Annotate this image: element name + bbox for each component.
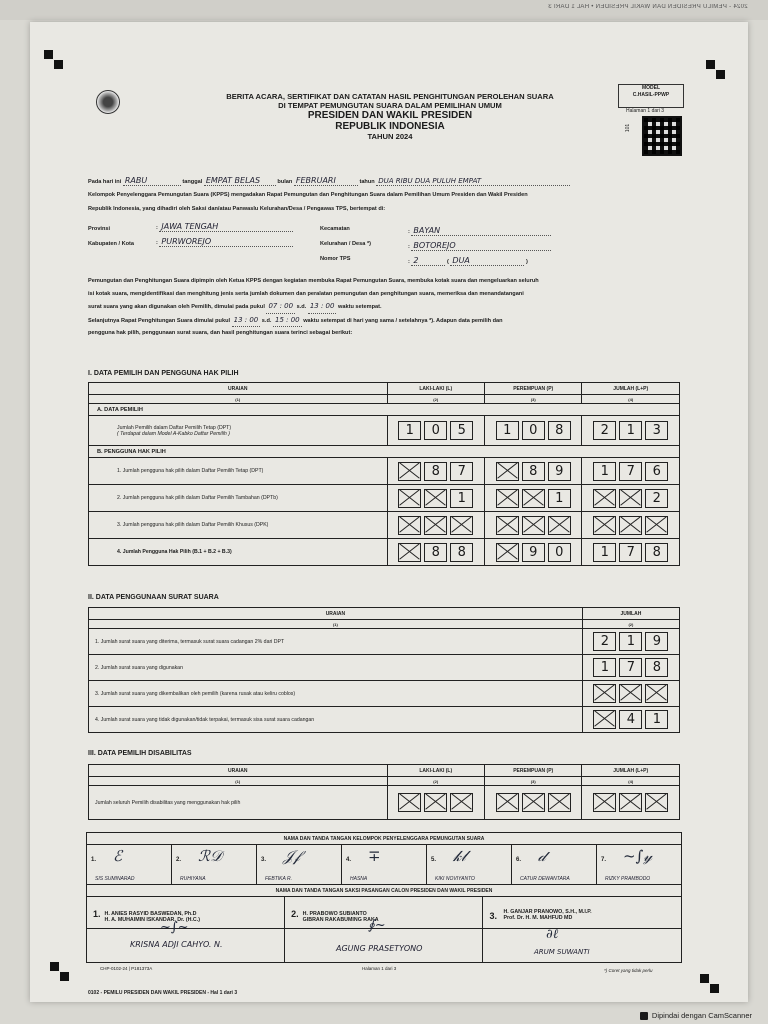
kel-label: Kelurahan / Desa *) xyxy=(320,241,371,247)
day-value: RABU xyxy=(123,176,181,186)
kpps-signature-scribble: ℰ xyxy=(113,847,123,865)
count-end: 15 : 00 xyxy=(273,314,302,328)
saksi-1-signer: KRISNA ADJI CAHYO. N. xyxy=(130,940,223,949)
kpps-number: 7. xyxy=(601,857,607,863)
kpps-member-name: RIZKY PRAMBODO xyxy=(605,876,651,882)
header-line5: TAHUN 2024 xyxy=(367,132,413,141)
ballot-row2-label: 2. Jumlah surat suara yang digunakan xyxy=(89,655,583,681)
ballot-row1-value xyxy=(582,629,679,655)
model-label: MODEL xyxy=(641,85,661,91)
qr-code-icon xyxy=(642,116,682,156)
tps-label: Nomor TPS xyxy=(320,256,351,262)
b4-total xyxy=(582,539,680,566)
saksi-1-scribble: ~∫~ xyxy=(160,920,189,935)
ballot-digit-box xyxy=(619,684,642,703)
b3-digit-box xyxy=(645,516,668,535)
kpps-number: 5. xyxy=(431,857,437,863)
disability-digit-box xyxy=(398,793,421,812)
ballot-digit-box xyxy=(593,684,616,703)
col-uraian: URAIAN xyxy=(89,765,388,777)
b2-digit-box: 2 xyxy=(645,489,668,508)
model-code: C.HASIL-PPWP xyxy=(632,92,670,98)
row-dpt-label xyxy=(89,416,388,446)
dpt-total xyxy=(582,416,680,446)
saksi-3-signature xyxy=(483,929,682,963)
disability-digit-box xyxy=(496,793,519,812)
kpps-signature-scribble: ℛ𝒟 xyxy=(198,847,222,865)
col-num: (1) xyxy=(89,777,388,786)
col-total: JUMLAH (L+P) xyxy=(582,383,680,395)
b2-female xyxy=(484,485,581,512)
ballot-digit-box: 2 xyxy=(593,632,616,651)
kpps-sig-5 xyxy=(427,845,512,885)
kpps-signature-scribble: 𝒥𝒻 xyxy=(283,847,301,865)
tps-value: 2 xyxy=(411,256,445,266)
b3-digit-box xyxy=(522,516,545,535)
saksi-3-scribble: ∂ℓ xyxy=(546,927,559,942)
ballot-row2-value xyxy=(582,655,679,681)
sheet-indicator: Halaman 1 dari 3 xyxy=(626,108,665,114)
section2-title: II. DATA PENGGUNAAN SURAT SUARA xyxy=(88,594,219,601)
b1-male xyxy=(387,458,484,485)
intro-text: tahun xyxy=(359,179,375,185)
b2-digit-box xyxy=(424,489,447,508)
b2-digit-box: 1 xyxy=(548,489,571,508)
saksi-1-l2: H. A. MUHAIMIN ISKANDAR, Dr. (H.C.) xyxy=(104,916,200,923)
disability-male xyxy=(387,786,484,820)
b4-digit-box xyxy=(496,543,519,562)
saksi-1-l1: H. ANIES RASYID BASWEDAN, Ph.D xyxy=(104,910,197,917)
col-female: PEREMPUAN (P) xyxy=(484,765,581,777)
ballot-digit-box xyxy=(593,710,616,729)
dpt-label: Jumlah Pemilih dalam Daftar Pemilih Tetap (DPT) xyxy=(117,424,232,431)
kpps-signature-table xyxy=(86,832,682,885)
prov-field: : JAWA TENGAH xyxy=(156,222,293,232)
b2-digit-box xyxy=(398,489,421,508)
year-value: DUA RIBU DUA PULUH EMPAT xyxy=(376,177,570,186)
kpps-sig-4 xyxy=(342,845,427,885)
dpt-digit-box: 8 xyxy=(548,421,571,440)
b1-digit-box: 7 xyxy=(450,462,473,481)
kpps-number: 6. xyxy=(516,857,522,863)
kpps-sig-1 xyxy=(87,845,172,885)
row-b2-label: 2. Jumlah pengguna hak pilih dalam Daftar Pemilih Tambahan (DPTb) xyxy=(89,485,388,512)
kpps-title: NAMA DAN TANDA TANGAN KELOMPOK PENYELENGGARA PEMUNGUTAN SUARA xyxy=(87,833,682,845)
kab-value: PURWOREJO xyxy=(159,237,293,247)
disability-digit-box xyxy=(522,793,545,812)
voter-data-table xyxy=(88,382,680,566)
ballot-digit-box: 7 xyxy=(619,658,642,677)
b4-digit-box: 8 xyxy=(645,543,668,562)
kec-value: BAYAN xyxy=(411,226,551,236)
saksi-num: 3. xyxy=(489,910,497,921)
saksi-3-names xyxy=(483,897,682,929)
dpt-female xyxy=(484,416,581,446)
b4-digit-box: 8 xyxy=(424,543,447,562)
col-male: LAKI-LAKI (L) xyxy=(387,383,484,395)
b4-digit-box: 0 xyxy=(548,543,571,562)
ballot-digit-box: 4 xyxy=(619,710,642,729)
dpt-digit-box: 3 xyxy=(645,421,668,440)
saksi-2-l1: H. PRABOWO SUBIANTO xyxy=(302,910,367,917)
kpu-logo xyxy=(96,90,120,114)
disability-row-label: Jumlah seluruh Pemilih disabilitas yang menggunakan hak pilih xyxy=(89,786,388,820)
camscanner-icon xyxy=(640,1012,648,1020)
b1-digit-box: 7 xyxy=(619,462,642,481)
saksi-title: NAMA DAN TANDA TANGAN SAKSI PASANGAN CALON PRESIDEN DAN WAKIL PRESIDEN xyxy=(87,885,682,897)
b3-digit-box xyxy=(424,516,447,535)
b1-digit-box: 8 xyxy=(522,462,545,481)
col-num: (1) xyxy=(89,620,583,629)
disability-digit-box xyxy=(424,793,447,812)
row-b4-label: 4. Jumlah Pengguna Hak Pilih (B.1 + B.2 + B.3) xyxy=(89,539,388,566)
ballot-digit-box: 1 xyxy=(645,710,668,729)
ballot-digit-box xyxy=(645,684,668,703)
ballot-usage-table xyxy=(88,607,680,733)
registration-mark-tr2 xyxy=(716,70,725,79)
dpt-digit-box: 1 xyxy=(619,421,642,440)
kpps-signature-scribble: ~∫𝓎 xyxy=(623,847,653,865)
intro-text: tanggal xyxy=(182,179,203,185)
saksi-2-signer: AGUNG PRASETYONO xyxy=(336,944,423,953)
ballot-digit-box: 1 xyxy=(619,632,642,651)
b2-digit-box: 1 xyxy=(450,489,473,508)
col-num: (2) xyxy=(387,395,484,404)
header-line4: REPUBLIK INDONESIA xyxy=(335,121,445,132)
kpps-sig-3 xyxy=(257,845,342,885)
kpps-number: 4. xyxy=(346,857,352,863)
para-text: Selanjutnya Rapat Penghitungan Suara dimulai pukul xyxy=(88,317,231,324)
kpps-sig-2 xyxy=(172,845,257,885)
kpps-signature-scribble: 𝓀𝓁 xyxy=(453,847,467,865)
col-num: (3) xyxy=(484,395,581,404)
col-num: (4) xyxy=(582,777,680,786)
saksi-num: 2. xyxy=(291,908,299,919)
ballot-row1-label: 1. Jumlah surat suara yang diterima, termasuk surat suara cadangan 2% dari DPT xyxy=(89,629,583,655)
dpt-male xyxy=(387,416,484,446)
saksi-num: 1. xyxy=(93,908,101,919)
para-text: surat suara yang akan digunakan oleh Pemilih, dimulai pada pukul xyxy=(88,304,265,310)
col-uraian: URAIAN xyxy=(89,383,388,395)
disability-total xyxy=(582,786,680,820)
disability-digit-box xyxy=(619,793,642,812)
b2-digit-box xyxy=(522,489,545,508)
disability-digit-box xyxy=(548,793,571,812)
b4-digit-box: 8 xyxy=(450,543,473,562)
para-line2: isi kotak suara, mengidentifikasi dan menghitung jenis serta jumlah dokumen dan peralatan pemungutan dan penghitungan suara, memeriksa dan menandatangani xyxy=(88,290,524,297)
para-text: waktu setempat di hari yang sama / setelahnya *). Adapun data pemilih dan xyxy=(303,317,503,324)
tps-field: : 2 ( DUA ) xyxy=(408,256,528,265)
section3-title: III. DATA PEMILIH DISABILITAS xyxy=(88,750,192,757)
kpps-sig-6 xyxy=(512,845,597,885)
kpps-sig-7 xyxy=(597,845,682,885)
count-start: 13 : 00 xyxy=(232,314,261,328)
saksi-2-l2: GIBRAN RAKABUMING RAKA xyxy=(302,916,379,923)
kpps-signature-scribble: 𝒹 xyxy=(538,847,546,865)
b1-digit-box xyxy=(398,462,421,481)
kpps-number: 1. xyxy=(91,857,97,863)
b3-digit-box xyxy=(398,516,421,535)
prov-value: JAWA TENGAH xyxy=(159,222,293,232)
col-female: PEREMPUAN (P) xyxy=(484,383,581,395)
intro-line3: Republik Indonesia, yang dihadiri oleh Saksi dan/atau Panwaslu Kelurahan/Desa / Pengawas TPS, bertempat di: xyxy=(88,206,386,212)
registration-mark-br2 xyxy=(710,984,719,993)
b2-male xyxy=(387,485,484,512)
para-text: waktu setempat. xyxy=(338,304,382,310)
registration-mark-br xyxy=(700,974,709,983)
form-header xyxy=(180,92,600,141)
kec-field: : BAYAN xyxy=(408,226,551,236)
dpt-digit-box: 2 xyxy=(593,421,616,440)
b4-digit-box: 7 xyxy=(619,543,642,562)
footer-code: CHP-0102-24 | P181373A xyxy=(100,966,153,971)
col-num: (3) xyxy=(484,777,581,786)
row-b1-label: 1. Jumlah pengguna hak pilih dalam Daftar Pemilih Tetap (DPT) xyxy=(89,458,388,485)
b1-digit-box xyxy=(496,462,519,481)
b3-digit-box xyxy=(548,516,571,535)
ballot-row4-label: 4. Jumlah surat suara yang tidak digunakan/tidak terpakai, termasuk sisa surat suara cadangan xyxy=(89,707,583,733)
intro-paragraph xyxy=(88,275,684,340)
b3-male xyxy=(387,512,484,539)
b3-total xyxy=(582,512,680,539)
b1-digit-box: 8 xyxy=(424,462,447,481)
col-total: JUMLAH xyxy=(582,608,679,620)
header-line1: BERITA ACARA, SERTIFIKAT DAN CATATAN HASIL PENGHITUNGAN PEROLEHAN SUARA xyxy=(226,92,554,101)
disability-digit-box xyxy=(450,793,473,812)
registration-mark-bl xyxy=(50,962,59,971)
b4-digit-box: 1 xyxy=(593,543,616,562)
prov-label: Provinsi xyxy=(88,226,111,232)
disability-digit-box xyxy=(645,793,668,812)
ballot-digit-box: 8 xyxy=(645,658,668,677)
b2-digit-box xyxy=(496,489,519,508)
intro-line1 xyxy=(88,176,570,186)
row-b3-label: 3. Jumlah pengguna hak pilih dalam Daftar Pemilih Khusus (DPK) xyxy=(89,512,388,539)
dpt-digit-box: 1 xyxy=(496,421,519,440)
kab-label: Kabupaten / Kota xyxy=(88,241,134,247)
registration-mark-tl xyxy=(44,50,53,59)
registration-mark-tl2 xyxy=(54,60,63,69)
intro-text: Pada hari ini xyxy=(88,179,122,185)
b4-digit-box: 9 xyxy=(522,543,545,562)
kpps-member-name: HASNA xyxy=(350,876,368,882)
dpt-digit-box: 0 xyxy=(522,421,545,440)
month-value: FEBRUARI xyxy=(294,176,358,186)
subsection-b: B. PENGGUNA HAK PILIH xyxy=(89,446,680,458)
section1-title: I. DATA PEMILIH DAN PENGGUNA HAK PILIH xyxy=(88,370,239,377)
kpps-signature-scribble: ∓ xyxy=(368,847,381,865)
ballot-digit-box: 1 xyxy=(593,658,616,677)
ballot-row3-value xyxy=(582,681,679,707)
kpps-number: 3. xyxy=(261,857,267,863)
time-end: 13 : 00 xyxy=(308,300,337,314)
date-value: EMPAT BELAS xyxy=(204,176,276,186)
para-line4 xyxy=(88,314,684,328)
registration-mark-tr xyxy=(706,60,715,69)
b3-digit-box xyxy=(450,516,473,535)
b4-male xyxy=(387,539,484,566)
top-strip xyxy=(0,0,768,20)
kel-value: BOTOREJO xyxy=(411,241,551,251)
para-line5: pengguna hak pilih, penggunaan surat suara, dan hasil penghitungan suara terinci sebagai berikut: xyxy=(88,330,353,336)
footer-note: *) Coret yang tidak perlu xyxy=(604,968,653,973)
qr-number: 101 xyxy=(625,123,632,133)
ballot-row3-label: 3. Jumlah surat suara yang dikembalikan oleh pemilih (karena rusak atau keliru coblos) xyxy=(89,681,583,707)
b1-digit-box: 1 xyxy=(593,462,616,481)
para-text: s.d. xyxy=(296,304,307,310)
saksi-3-l1: H. GANJAR PRANOWO, S.H., M.I.P. xyxy=(503,908,592,915)
dpt-digit-box: 0 xyxy=(424,421,447,440)
disability-table xyxy=(88,764,680,820)
dpt-sublabel: ( Terdapat dalam Model A-Kabko Daftar Pemilih ) xyxy=(117,430,230,437)
col-uraian: URAIAN xyxy=(89,608,583,620)
para-line1: Pemungutan dan Penghitungan Suara dipimpin oleh Ketua KPPS dengan kegiatan membuka Rapat Pemungutan Suara, membuka kotak suara dan mengeluarkan seluruh xyxy=(88,278,539,284)
kel-field: : BOTOREJO xyxy=(408,241,551,251)
header-line2: DI TEMPAT PEMUNGUTAN SUARA DALAM PEMILIHAN UMUM xyxy=(278,101,502,110)
b3-female xyxy=(484,512,581,539)
col-num: (4) xyxy=(582,395,680,404)
time-start: 07 : 00 xyxy=(266,300,295,314)
col-num: (2) xyxy=(582,620,679,629)
kpps-row xyxy=(87,845,682,885)
registration-mark-bl2 xyxy=(60,972,69,981)
b2-digit-box xyxy=(619,489,642,508)
dpt-digit-box: 5 xyxy=(450,421,473,440)
ballot-digit-box: 9 xyxy=(645,632,668,651)
b1-total xyxy=(582,458,680,485)
b2-digit-box xyxy=(593,489,616,508)
b1-digit-box: 6 xyxy=(645,462,668,481)
b4-female xyxy=(484,539,581,566)
saksi-3-signer: ARUM SUWANTI xyxy=(534,948,590,956)
kpps-member-name: RUHIYANA xyxy=(180,876,206,882)
b3-digit-box xyxy=(619,516,642,535)
b1-female xyxy=(484,458,581,485)
subsection-a: A. DATA PEMILIH xyxy=(89,404,680,416)
kpps-member-name: CATUR DEWANTARA xyxy=(520,876,570,882)
tps-words: DUA xyxy=(450,256,524,266)
saksi-3-l2: Prof. Dr. H. M. MAHFUD MD xyxy=(503,914,573,921)
b1-digit-box: 9 xyxy=(548,462,571,481)
mirrored-print: 2024 - PEMILU PRESIDEN DAN WAKIL PRESIDEN • HAL 1 DARI 3 xyxy=(548,4,748,10)
para-text: s.d. xyxy=(261,317,272,324)
model-box xyxy=(618,84,684,108)
intro-line2: Kelompok Penyelenggara Pemungutan Suara (KPPS) mengadakan Rapat Pemungutan dan Penghitungan Suara dalam Pemilihan Umum Presiden dan Wakil Presiden xyxy=(88,192,528,198)
camscanner-text: Dipindai dengan CamScanner xyxy=(651,1011,752,1020)
intro-text: bulan xyxy=(277,179,293,185)
ballot-row4-value xyxy=(582,707,679,733)
b3-digit-box xyxy=(496,516,519,535)
kpps-member-name: SIS SUMINARAD xyxy=(95,876,135,882)
kpps-member-name: KIKI NOVIYANTO xyxy=(435,876,475,882)
dpt-digit-box: 1 xyxy=(398,421,421,440)
b4-digit-box xyxy=(398,543,421,562)
header-line3: PRESIDEN DAN WAKIL PRESIDEN xyxy=(307,110,473,121)
camscanner-watermark xyxy=(640,1011,752,1020)
para-line3 xyxy=(88,300,684,314)
disability-female xyxy=(484,786,581,820)
b2-total xyxy=(582,485,680,512)
disability-digit-box xyxy=(593,793,616,812)
b3-digit-box xyxy=(593,516,616,535)
kpps-member-name: FEBTIKA R. xyxy=(265,876,293,882)
col-num: (2) xyxy=(387,777,484,786)
col-total: JUMLAH (L+P) xyxy=(582,765,680,777)
kec-label: Kecamatan xyxy=(320,226,350,232)
col-num: (1) xyxy=(89,395,388,404)
kpps-number: 2. xyxy=(176,857,182,863)
footer-page: Halaman 1 dari 3 xyxy=(362,966,397,971)
footer-bottom: 0102 - PEMILU PRESIDEN DAN WAKIL PRESIDEN - Hal 1 dari 3 xyxy=(88,990,238,996)
saksi-2-scribble: ∮~ xyxy=(368,918,386,933)
col-male: LAKI-LAKI (L) xyxy=(387,765,484,777)
kab-field: : PURWOREJO xyxy=(156,237,293,247)
